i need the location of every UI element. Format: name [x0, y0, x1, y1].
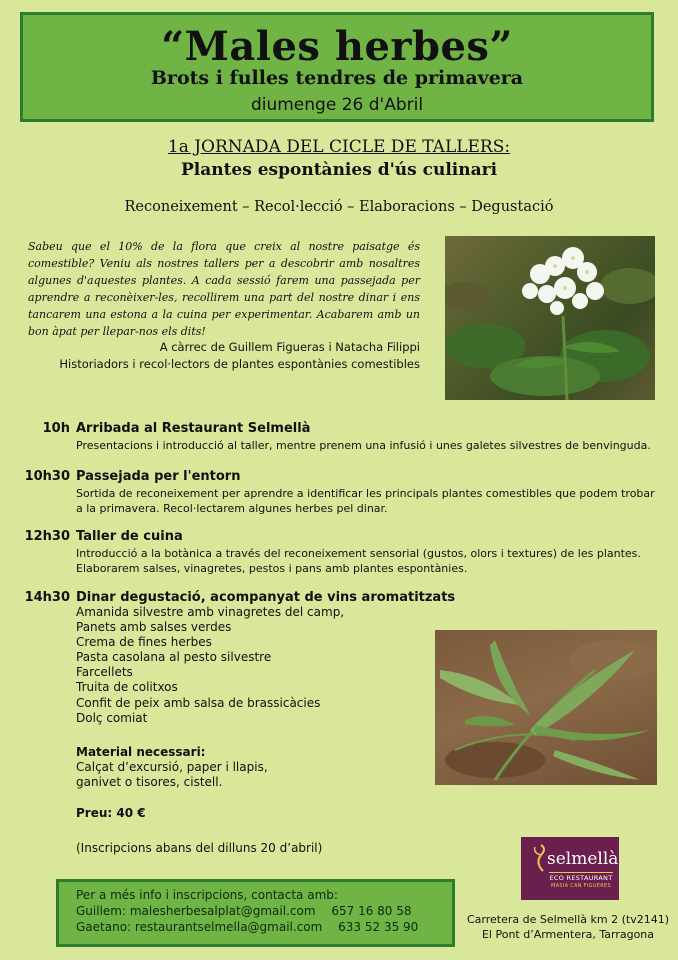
logo-sub: MASIA CAN FIGUERES [551, 883, 611, 889]
logo-tagline: ECO RESTAURANT [549, 874, 613, 882]
intro-paragraph: Sabeu que el 10% de la flora que creix al nostre paisatge és comestible? Veniu als nostres tallers per a descobrir amb nosaltres algunes d'aquestes plantes. A cada sessió farem una passejada per aprendre a reconèixer-les, recollirem una part del nostre dinar i ens tancarem una estona a la cuina per experimentar. Acabarem amb un bon àpat per llepar-nos els dits! [28, 240, 420, 338]
logo-name: selmellà [547, 849, 619, 869]
schedule-desc: Sortida de reconeixement per aprendre a identificar les principals plantes comestibles que podem trobar a la primavera. Recol·lectarem algunes herbes pel dinar. [76, 487, 655, 515]
schedule-title: Dinar degustació, acompanyat de vins aromatitzats [76, 590, 456, 605]
menu-item: Amanida silvestre amb vinagretes del camp, [76, 605, 345, 619]
menu-item: Panets amb salses verdes [76, 620, 232, 635]
contact-email[interactable]: restaurantselmella@gmail.com [134, 920, 323, 934]
theme-heading: Plantes espontànies d'ús culinari [180, 160, 498, 180]
price: Preu: 40 € [76, 806, 146, 820]
menu-item: Confit de peix amb salsa de brassicàcies [76, 695, 321, 710]
menu-item: Truita de colitxos [76, 680, 178, 695]
menu-item: Farcellets [76, 665, 133, 680]
address [462, 912, 674, 942]
schedule-title: Passejada per l'entorn [76, 469, 241, 484]
credit-authors: A càrrec de Guillem Figueras i Natacha Filippi [159, 340, 420, 354]
material-title: Material necessari: [76, 745, 206, 759]
schedule-title: Taller de cuina [76, 529, 183, 544]
contact-phone[interactable]: 657 16 80 58 [331, 904, 412, 918]
menu-item: Pasta casolana al pesto silvestre [76, 650, 272, 665]
contact-gaetano [76, 919, 452, 935]
contact-name: Gaetano: [76, 920, 132, 934]
schedule-time: 10h [42, 421, 70, 436]
selmella-logo [521, 837, 619, 900]
poster-title: “Males herbes” [161, 23, 513, 70]
poster-subtitle: Brots i fulles tendres de primavera [150, 67, 524, 89]
schedule-title: Arribada al Restaurant Selmellà [76, 421, 311, 436]
leaf-photo [435, 630, 657, 785]
event-date: diumenge 26 d'Abril [250, 95, 424, 115]
schedule-desc: Introducció a la botànica a través del reconeixement sensorial (gustos, olors i textures) de les plantes. Elaborarem salses, vinagretes, pestos i pans amb plantes espontànies. [76, 547, 641, 575]
address-line: Carretera de Selmellà km 2 (tv2141) [466, 913, 669, 926]
contact-phone[interactable]: 633 52 35 90 [338, 920, 419, 934]
schedule-time: 12h30 [24, 529, 70, 544]
schedule-time: 14h30 [24, 590, 70, 605]
material-line: ganivet o tisores, cistell. [76, 775, 223, 789]
menu-item: Crema de fines herbes [76, 635, 212, 650]
activity-steps: Reconeixement – Recol·lecció – Elaboracions – Degustació [124, 199, 554, 215]
contact-box [56, 879, 455, 947]
contact-email[interactable]: malesherbesalplat@gmail.com [129, 904, 316, 918]
contact-guillem [76, 903, 452, 919]
address-line: El Pont d’Armentera, Tarragona [481, 928, 655, 941]
registration-deadline: (Inscripcions abans del dilluns 20 d’abril) [76, 841, 323, 855]
schedule-time: 10h30 [24, 469, 70, 484]
material-line: Calçat d’excursió, paper i llapis, [76, 760, 268, 774]
white-flower-illustration [445, 236, 655, 400]
header-banner [20, 12, 654, 122]
flower-photo [445, 236, 655, 400]
material-list [76, 760, 268, 790]
contact-heading: Per a més info i inscripcions, contacta amb: [76, 888, 338, 902]
contact-name: Guillem: [76, 904, 127, 918]
lunch-menu [76, 605, 344, 726]
menu-item: Dolç comiat [76, 710, 148, 725]
credit-profession: Historiadors i recol·lectors de plantes espontànies comestibles [59, 357, 420, 371]
leaf-plant-illustration [435, 630, 657, 785]
schedule-desc: Presentacions i introducció al taller, mentre prenem una infusió i unes galetes silvestres de benvinguda. [76, 439, 651, 452]
series-heading: 1a JORNADA DEL CICLE DE TALLERS: [167, 137, 511, 157]
